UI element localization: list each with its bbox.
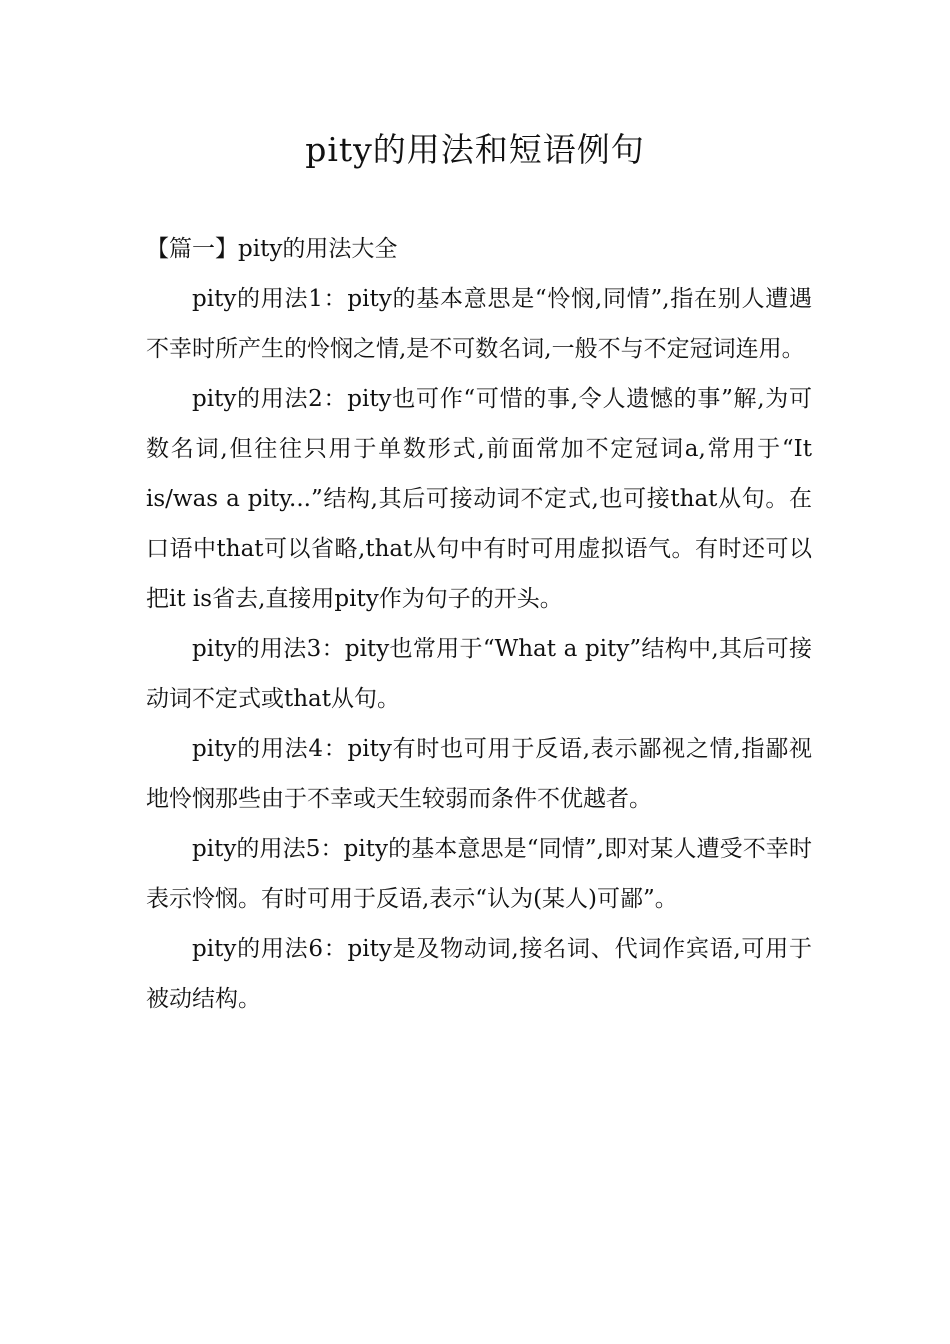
document-body xyxy=(146,224,812,1024)
paragraph-usage-2: pity的用法2：pity也可作“可惜的事,令人遗憾的事”解,为可数名词,但往往只用于单数形式,前面常加不定冠词a,常用于“It is/was a pity...”结构,其后可接动词不定式,也可接that从句。在口语中that可以省略,that从句中有时可用虚拟语气。有时还可以把it is省去,直接用pity作为句子的开头。 xyxy=(146,386,812,612)
paragraph-usage-5: pity的用法5：pity的基本意思是“同情”,即对某人遭受不幸时表示怜悯。有时可用于反语,表示“认为(某人)可鄙”。 xyxy=(146,836,812,912)
paragraph-usage-6: pity的用法6：pity是及物动词,接名词、代词作宾语,可用于被动结构。 xyxy=(146,936,812,1012)
paragraph-usage-3: pity的用法3：pity也常用于“What a pity”结构中,其后可接动词不定式或that从句。 xyxy=(146,636,812,712)
paragraph-usage-4: pity的用法4：pity有时也可用于反语,表示鄙视之情,指鄙视地怜悯那些由于不幸或天生较弱而条件不优越者。 xyxy=(146,736,812,812)
page-title: pity的用法和短语例句 xyxy=(305,130,645,169)
paragraph-usage-1: pity的用法1：pity的基本意思是“怜悯,同情”,指在别人遭遇不幸时所产生的怜悯之情,是不可数名词,一般不与不定冠词连用。 xyxy=(146,286,812,362)
section-heading: 【篇一】pity的用法大全 xyxy=(146,236,398,262)
